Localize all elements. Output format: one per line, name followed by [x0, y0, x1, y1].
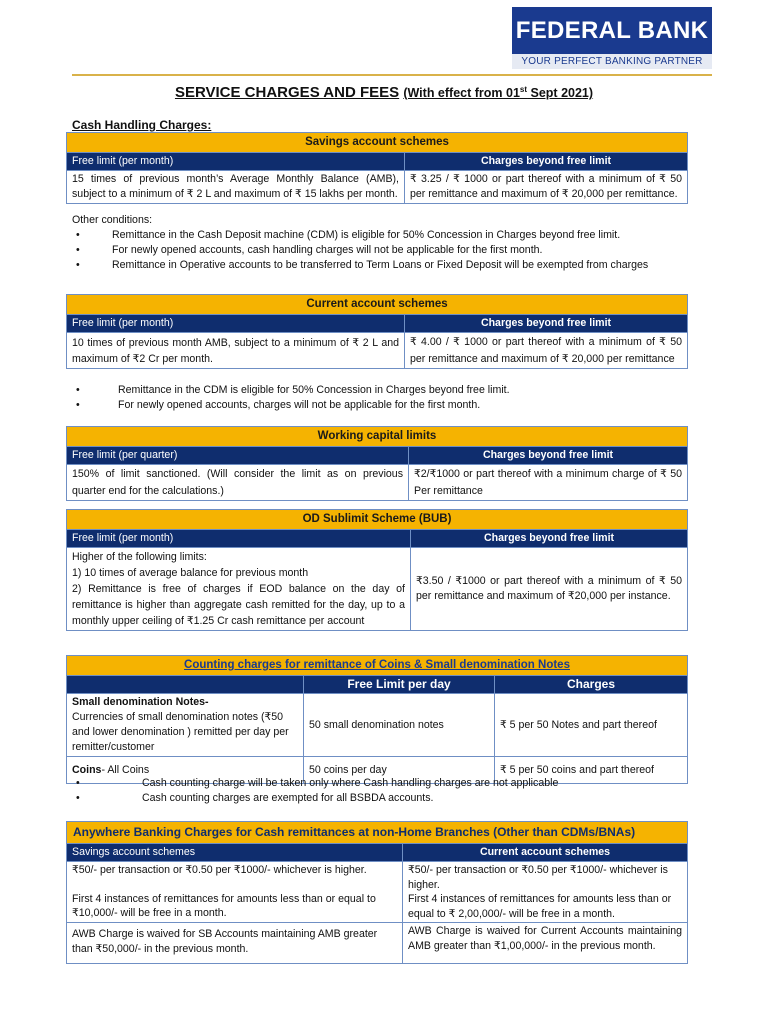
- awb-col-savings: Savings account schemes: [67, 844, 403, 862]
- savings-free-limit: 15 times of previous month’s Average Monthly Balance (AMB), subject to a minimum of ₹ 2 L and maximum of ₹ 15 lakhs per month.: [67, 171, 405, 204]
- logo-tagline: YOUR PERFECT BANKING PARTNER: [512, 54, 712, 69]
- coins-row-notes-free: 50 small denomination notes: [304, 694, 495, 757]
- od-col-charges: Charges beyond free limit: [411, 530, 688, 548]
- coins-row-notes-charge: ₹ 5 per 50 Notes and part thereof: [495, 694, 688, 757]
- savings-col-free: Free limit (per month): [67, 153, 405, 171]
- savings-table: [66, 132, 688, 204]
- working-capital-free-limit: 150% of limit sanctioned. (Will consider the limit as on previous quarter end for the calculations.): [67, 465, 409, 501]
- current-col-free: Free limit (per month): [67, 315, 405, 333]
- od-free-limit: Higher of the following limits: 1) 10 times of average balance for previous month 2) Remittance is free of charges if EOD balance on the day of remittance is higher than aggregate cash remitted for the day, up to a monthly upper ceiling of ₹1.25 Cr cash remittance per account: [67, 548, 411, 631]
- current-band: Current account schemes: [67, 295, 688, 315]
- working-capital-table: [66, 426, 688, 501]
- list-item: • Cash counting charge will be taken only where Cash handling charges are not applicable: [72, 776, 696, 791]
- other-conditions-label: Other conditions:: [72, 214, 153, 226]
- working-capital-band: Working capital limits: [67, 427, 688, 447]
- other-conditions: [72, 213, 696, 273]
- title-main: SERVICE CHARGES AND FEES: [174, 84, 400, 101]
- section-label-cash-handling: Cash Handling Charges:: [72, 118, 212, 132]
- federal-bank-logo: [512, 7, 712, 69]
- awb-savings-waiver: AWB Charge is waived for SB Accounts maintaining AMB greater than ₹50,000/- in the previous month.: [67, 923, 403, 964]
- savings-charge: ₹ 3.25 / ₹ 1000 or part thereof with a minimum of ₹ 50 per remittance and maximum of ₹ 20,000 per remittance.: [405, 171, 688, 204]
- working-capital-charge: ₹2/₹1000 or part thereof with a minimum charge of ₹ 50 Per remittance: [409, 465, 688, 501]
- list-item: • For newly opened accounts, charges will not be applicable for the first month.: [72, 398, 696, 413]
- coins-col-free: Free Limit per day: [304, 676, 495, 694]
- coins-row-coins-free: 50 coins per day: [304, 757, 495, 784]
- list-item: • Remittance in the Cash Deposit machine (CDM) is eligible for 50% Concession in Charges beyond free limit.: [72, 228, 696, 243]
- list-item: • Cash counting charges are exempted for all BSBDA accounts.: [72, 791, 696, 806]
- current-col-charges: Charges beyond free limit: [405, 315, 688, 333]
- current-table: [66, 294, 688, 369]
- header-divider: [72, 74, 712, 76]
- current-charge: ₹ 4.00 / ₹ 1000 or part thereof with a minimum of ₹ 50 per remittance and maximum of ₹ 20,000 per remittance: [405, 333, 688, 369]
- od-charge: ₹3.50 / ₹1000 or part thereof with a minimum of ₹ 50 per remittance and maximum of ₹20,000 per instance.: [411, 548, 688, 631]
- coins-band: Counting charges for remittance of Coins & Small denomination Notes: [67, 656, 688, 676]
- awb-current-charge: ₹50/- per transaction or ₹0.50 per ₹1000/- whichever is higher. First 4 instances of remittances for amounts less than or equal to ₹ 2,00,000/- will be free in a month.: [403, 862, 688, 923]
- working-capital-col-charges: Charges beyond free limit: [409, 447, 688, 465]
- awb-current-waiver: AWB Charge is waived for Current Accounts maintaining AMB greater than ₹1,00,000/- in the previous month.: [403, 923, 688, 964]
- savings-band: Savings account schemes: [67, 133, 688, 153]
- working-capital-col-free: Free limit (per quarter): [67, 447, 409, 465]
- list-item: • For newly opened accounts, cash handling charges will not be applicable for the first month.: [72, 243, 696, 258]
- coins-col-charges: Charges: [495, 676, 688, 694]
- current-notes: [72, 383, 696, 413]
- coins-row-notes-desc: Small denomination Notes- Currencies of small denomination notes (₹50 and lower denomination ) remitted per day per remitter/customer: [67, 694, 304, 757]
- coins-notes: [72, 776, 696, 806]
- logo-name: FEDERAL BANK: [512, 7, 712, 54]
- awb-table: [66, 821, 688, 964]
- coins-table: [66, 655, 688, 784]
- current-free-limit: 10 times of previous month AMB, subject to a minimum of ₹ 2 L and maximum of ₹2 Cr per month.: [67, 333, 405, 369]
- awb-band: Anywhere Banking Charges for Cash remittances at non-Home Branches (Other than CDMs/BNAs): [67, 822, 688, 844]
- coins-row-coins-charge: ₹ 5 per 50 coins and part thereof: [495, 757, 688, 784]
- list-item: • Remittance in Operative accounts to be transferred to Term Loans or Fixed Deposit will be exempted from charges: [72, 258, 696, 273]
- savings-col-charges: Charges beyond free limit: [405, 153, 688, 171]
- awb-savings-charge: ₹50/- per transaction or ₹0.50 per ₹1000/- whichever is higher. First 4 instances of remittances for amounts less than or equal to ₹10,000/- will be free in a month.: [67, 862, 403, 923]
- list-item: • Remittance in the CDM is eligible for 50% Concession in Charges beyond free limit.: [72, 383, 696, 398]
- coins-row-coins-desc: Coins- All Coins: [67, 757, 304, 784]
- title-effect: (With effect from 01st Sept 2021): [403, 84, 594, 100]
- od-band: OD Sublimit Scheme (BUB): [67, 510, 688, 530]
- od-col-free: Free limit (per month): [67, 530, 411, 548]
- page-title: [0, 84, 768, 101]
- awb-col-current: Current account schemes: [403, 844, 688, 862]
- od-sublimit-table: [66, 509, 688, 631]
